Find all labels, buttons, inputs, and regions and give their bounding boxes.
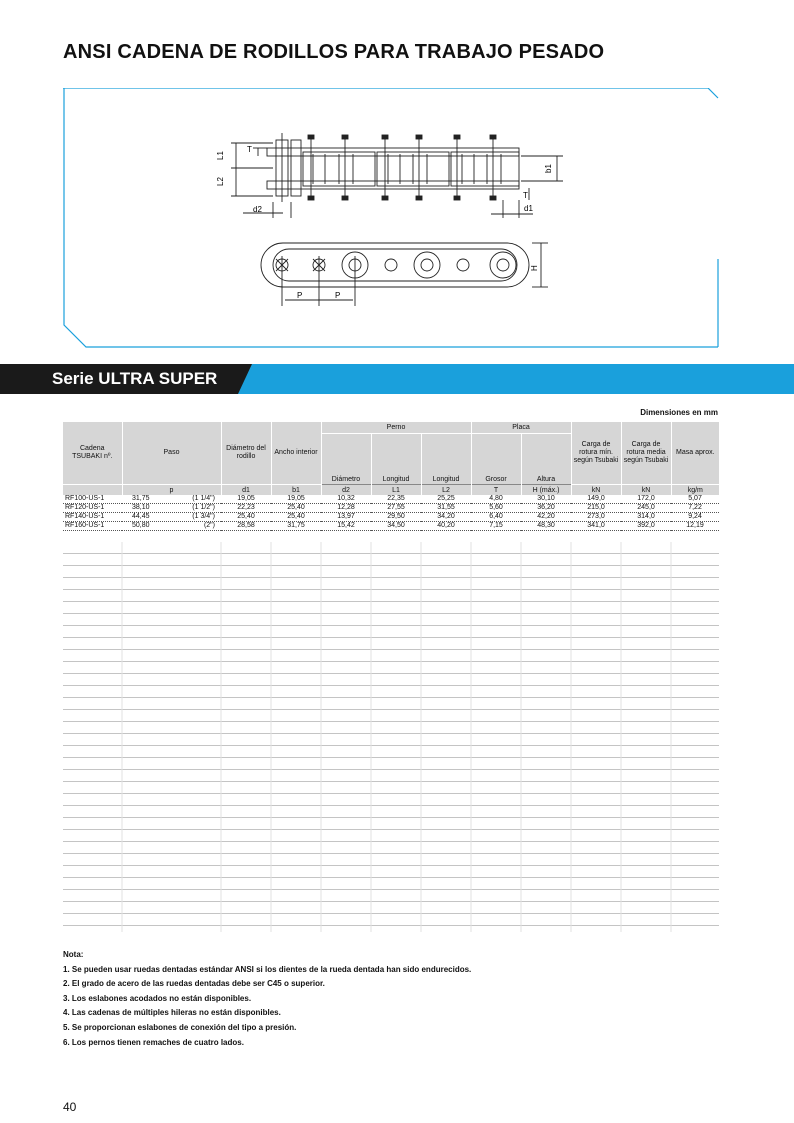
pitch-mm: 31,75	[132, 495, 150, 502]
page-number: 40	[63, 1100, 77, 1114]
label-h: H	[530, 265, 539, 271]
table-cell-avg-tensile: 172,0	[621, 495, 671, 504]
symbol-l1: L1	[371, 485, 421, 496]
pitch-inch: (1 3/4")	[192, 513, 215, 520]
table-cell-avg-tensile: 245,0	[621, 504, 671, 513]
table-cell-d2: 13,97	[321, 513, 371, 522]
note-item-1: 1. Se pueden usar ruedas dentadas estándar ANSI si los dientes de la rueda dentada han sido endurecidos.	[63, 964, 472, 974]
table-cell-mass: 12,19	[671, 522, 719, 531]
pitch-mm: 38,10	[132, 504, 150, 511]
table-cell-mass: 5,07	[671, 495, 719, 504]
label-d1: d1	[524, 204, 533, 213]
table-cell-d1: 25,40	[221, 513, 271, 522]
table-cell-b1: 19,05	[271, 495, 321, 504]
header-pin-diameter: Diámetro	[321, 434, 371, 485]
label-b1: b1	[544, 164, 553, 173]
table-cell-t: 7,15	[471, 522, 521, 531]
table-cell-h: 30,10	[521, 495, 571, 504]
pitch-inch: (1 1/2")	[192, 504, 215, 511]
notes-heading: Nota:	[63, 950, 84, 959]
table-cell-l2: 25,25	[421, 495, 471, 504]
table-row	[63, 495, 719, 504]
header-inner-width: Ancho interior	[271, 422, 321, 485]
chain-diagram	[63, 88, 719, 348]
table-cell-d2: 12,28	[321, 504, 371, 513]
table-cell-h: 36,20	[521, 504, 571, 513]
header-min-tensile: Carga de rotura mín. según Tsubaki	[571, 422, 621, 485]
table-cell-l1: 34,50	[371, 522, 421, 531]
header-plate-height: Altura	[521, 434, 571, 485]
symbol-kgm: kg/m	[671, 485, 719, 496]
table-cell-model: RF140-US-1	[63, 513, 122, 522]
header-pitch: Paso	[122, 422, 221, 485]
table-cell-h: 48,30	[521, 522, 571, 531]
symbol-d2: d2	[321, 485, 371, 496]
label-d2: d2	[253, 205, 262, 214]
table-cell-d2: 10,32	[321, 495, 371, 504]
note-item-5: 5. Se proporcionan eslabones de conexión del tipo a presión.	[63, 1022, 297, 1032]
table-cell-avg-tensile: 392,0	[621, 522, 671, 531]
table-cell-b1: 31,75	[271, 522, 321, 531]
symbol-l2: L2	[421, 485, 471, 496]
chain-top-view	[231, 133, 563, 218]
empty-rows-columns	[63, 542, 719, 932]
label-p2: P	[335, 291, 341, 300]
table-cell-b1: 25,40	[271, 513, 321, 522]
table-cell-min-tensile: 149,0	[571, 495, 621, 504]
table-cell-b1: 25,40	[271, 504, 321, 513]
table-cell-mass: 9,24	[671, 513, 719, 522]
table-cell-avg-tensile: 314,0	[621, 513, 671, 522]
note-item-2: 2. El grado de acero de las ruedas dentadas debe ser C45 o superior.	[63, 979, 325, 989]
table-cell-l1: 29,50	[371, 513, 421, 522]
header-pin-length-l1: Longitud	[371, 434, 421, 485]
header-group-plate: Placa	[471, 422, 571, 434]
chain-side-view	[261, 243, 548, 306]
symbol-pitch: p	[122, 485, 221, 496]
table-cell-t: 4,80	[471, 495, 521, 504]
table-cell-pitch	[122, 513, 221, 522]
table-cell-model: RF100-US-1	[63, 495, 122, 504]
table-cell-h: 42,20	[521, 513, 571, 522]
table-cell-d2: 15,42	[321, 522, 371, 531]
header-roller-diameter: Diámetro del rodillo	[221, 422, 271, 485]
table-cell-d1: 19,05	[221, 495, 271, 504]
symbol-model	[63, 485, 122, 496]
table-row	[63, 513, 719, 522]
symbol-t: T	[471, 485, 521, 496]
table-cell-pitch	[122, 495, 221, 504]
label-l1: L1	[216, 151, 225, 160]
pitch-mm: 50,80	[132, 522, 150, 529]
pitch-mm: 44,45	[132, 513, 150, 520]
table-cell-t: 5,60	[471, 504, 521, 513]
table-cell-model: RF160-US-1	[63, 522, 122, 531]
table-cell-min-tensile: 273,0	[571, 513, 621, 522]
spec-table	[63, 422, 719, 531]
label-t-right: T	[523, 191, 528, 200]
note-item-3: 3. Los eslabones acodados no están disponibles.	[63, 993, 252, 1003]
note-item-4: 4. Las cadenas de múltiples hileras no están disponibles.	[63, 1008, 281, 1018]
table-row	[63, 522, 719, 531]
header-avg-tensile: Carga de rotura media según Tsubaki	[621, 422, 671, 485]
series-banner	[0, 364, 794, 394]
header-pin-length-l2: Longitud	[421, 434, 471, 485]
pitch-inch: (2")	[203, 522, 215, 529]
page-title: ANSI CADENA DE RODILLOS PARA TRABAJO PESADO	[63, 41, 605, 63]
units-note: Dimensiones en mm	[640, 408, 718, 417]
symbol-h: H (máx.)	[521, 485, 571, 496]
header-mass: Masa aprox.	[671, 422, 719, 485]
table-cell-d1: 28,58	[221, 522, 271, 531]
table-cell-l1: 27,55	[371, 504, 421, 513]
notes-section	[63, 948, 471, 1050]
table-cell-mass: 7,22	[671, 504, 719, 513]
note-item-6: 6. Los pernos tienen remaches de cuatro lados.	[63, 1037, 244, 1047]
symbol-kn-avg: kN	[621, 485, 671, 496]
table-cell-t: 6,40	[471, 513, 521, 522]
empty-table-rows	[63, 542, 719, 932]
label-p1: P	[297, 291, 303, 300]
symbol-kn-min: kN	[571, 485, 621, 496]
label-l2: L2	[216, 177, 225, 186]
table-cell-l2: 34,20	[421, 513, 471, 522]
table-row	[63, 504, 719, 513]
table-cell-l2: 31,55	[421, 504, 471, 513]
table-cell-l1: 22,35	[371, 495, 421, 504]
symbol-b1: b1	[271, 485, 321, 496]
table-cell-pitch	[122, 504, 221, 513]
table-cell-pitch	[122, 522, 221, 531]
table-cell-min-tensile: 215,0	[571, 504, 621, 513]
table-cell-l2: 40,20	[421, 522, 471, 531]
label-t-left: T	[247, 145, 252, 154]
pitch-inch: (1 1/4")	[192, 495, 215, 502]
table-cell-model: RF120-US-1	[63, 504, 122, 513]
header-plate-thickness: Grosor	[471, 434, 521, 485]
table-cell-d1: 22,23	[221, 504, 271, 513]
header-group-pin: Perno	[321, 422, 471, 434]
table-cell-min-tensile: 341,0	[571, 522, 621, 531]
symbol-d1: d1	[221, 485, 271, 496]
header-model: Cadena TSUBAKI nº.	[63, 422, 122, 485]
series-title: Serie ULTRA SUPER	[52, 369, 218, 388]
